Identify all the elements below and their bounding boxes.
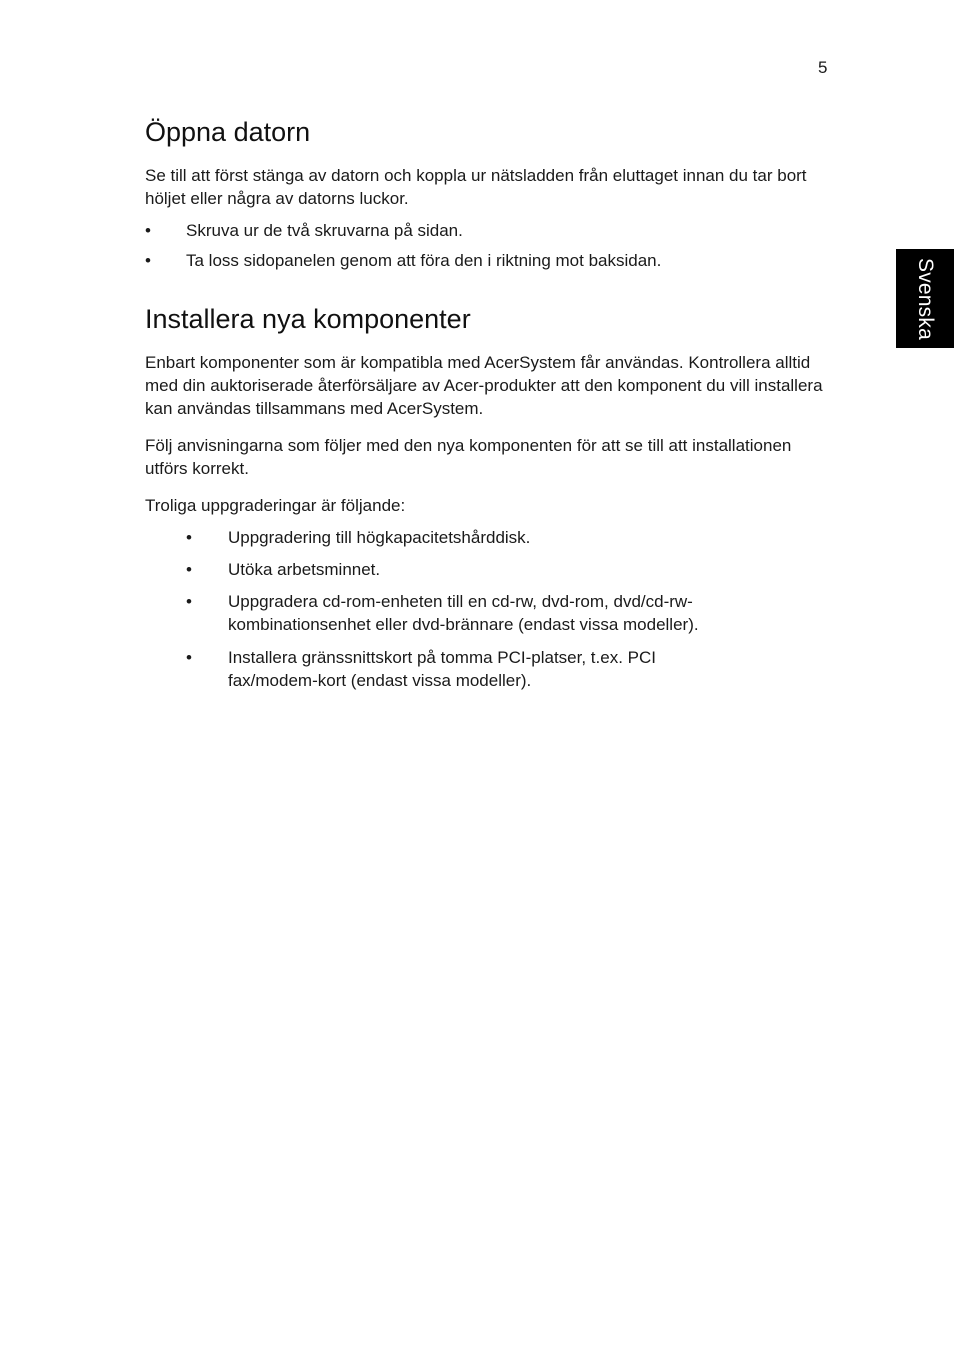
list-item-text: Uppgradering till högkapacitetshårddisk.	[228, 528, 531, 547]
bullet-dot: •	[186, 648, 192, 667]
list-item-text: Skruva ur de två skruvarna på sidan.	[186, 221, 463, 240]
install-components-paragraph: Troliga uppgraderingar är följande:	[145, 496, 406, 515]
section-heading-install-components: Installera nya komponenter	[145, 304, 471, 334]
open-computer-intro: Se till att först stänga av datorn och koppla ur nätsladden från eluttaget innan du tar bort höljet eller några av datorns luckor.	[145, 166, 807, 208]
list-item-text: Installera gränssnittskort på tomma PCI-platser, t.ex. PCI fax/modem-kort (endast vissa modeller).	[228, 648, 656, 690]
bullet-dot: •	[145, 221, 151, 240]
list-item-text: Ta loss sidopanelen genom att föra den i riktning mot baksidan.	[186, 251, 662, 270]
bullet-dot: •	[186, 528, 192, 547]
bullet-dot: •	[186, 560, 192, 579]
language-tab-label: Svenska	[914, 257, 937, 340]
bullet-dot: •	[186, 592, 192, 611]
section-heading-open-computer: Öppna datorn	[145, 117, 311, 147]
bullet-dot: •	[145, 251, 151, 270]
list-item-text: Utöka arbetsminnet.	[228, 560, 381, 579]
page-number: 5	[818, 58, 828, 77]
install-components-paragraph: Följ anvisningarna som följer med den nya komponenten för att se till att installationen utförs korrekt.	[145, 436, 792, 478]
install-components-paragraph: Enbart komponenter som är kompatibla med AcerSystem får användas. Kontrollera alltid med din auktoriserade återförsäljare av Acer-produkter att den komponent du vill installera kan användas tillsammans med AcerSystem.	[145, 353, 823, 418]
list-item-text: Uppgradera cd-rom-enheten till en cd-rw, dvd-rom, dvd/cd-rw-kombinationsenhet eller dvd-brännare (endast vissa modeller).	[228, 592, 699, 634]
language-tab	[896, 249, 954, 348]
